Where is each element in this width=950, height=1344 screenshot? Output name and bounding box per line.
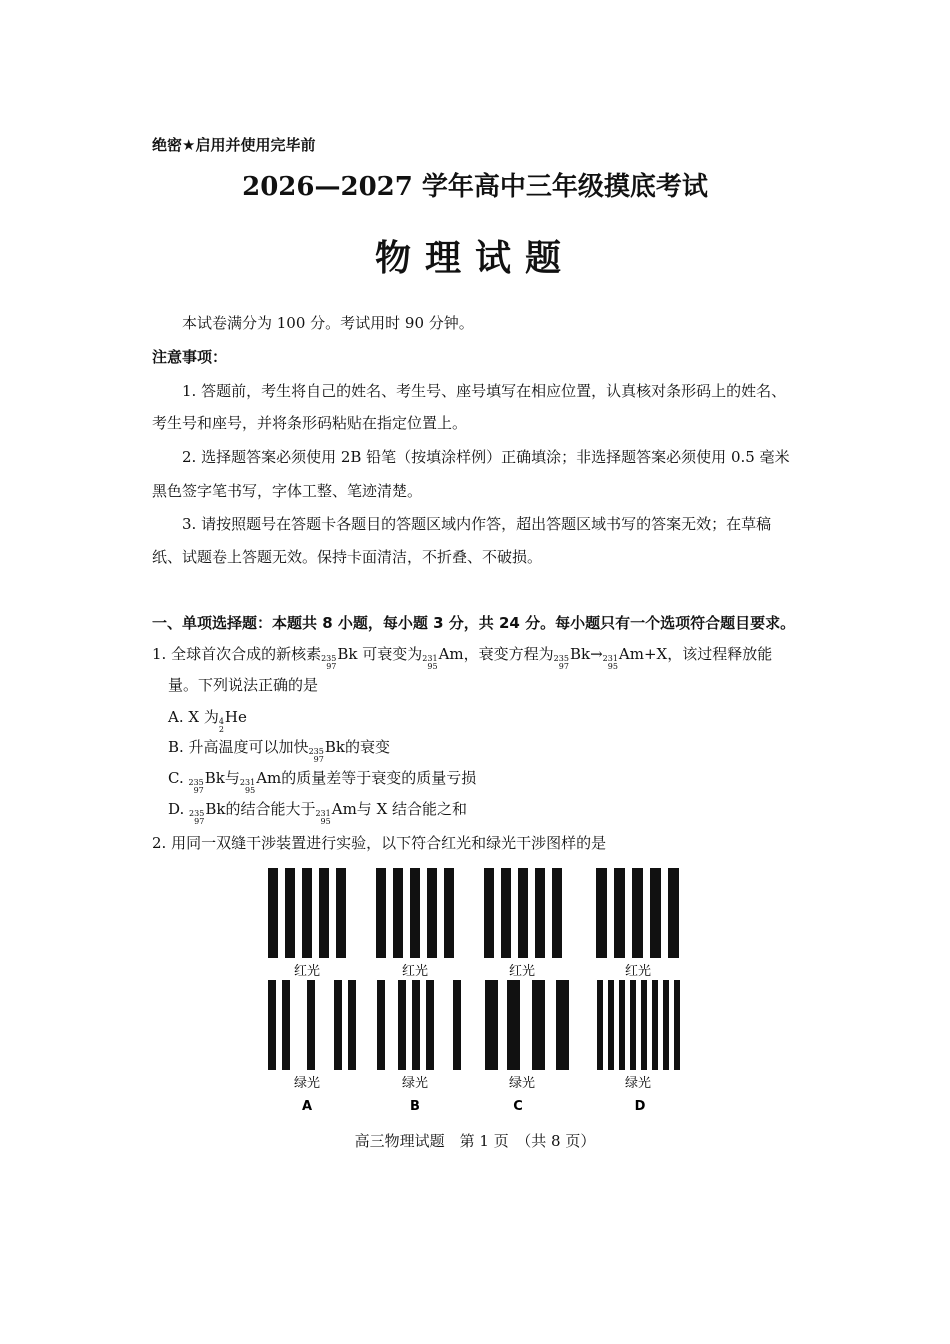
green-fringe-bar: [556, 980, 569, 1070]
note-line: 黑色签字笔书写，字体工整、笔迹清楚。: [152, 482, 423, 500]
red-light-label: 红光: [624, 964, 652, 979]
q1-option-d: D. 235 97 Bk的结合能大于 231 95 Am与 X 结合能之和: [168, 792, 467, 826]
red-fringe-bar: [632, 868, 643, 958]
green-fringe-bar: [334, 980, 342, 1070]
nuclide-bk: 235 97 Bk: [321, 645, 358, 671]
red-fringe-bar: [302, 868, 312, 958]
interference-figure: [0, 860, 950, 1120]
note-line: 考生号和座号，并将条形码粘贴在指定位置上。: [152, 414, 468, 432]
note-line: 纸、试题卷上答题无效。保持卡面清洁，不折叠、不破损。: [152, 548, 543, 566]
green-fringe-bar: [268, 980, 276, 1070]
red-fringe-bar: [650, 868, 661, 958]
q1-stem: [152, 637, 772, 671]
red-fringe-bar: [501, 868, 511, 958]
red-fringe-bar: [410, 868, 420, 958]
red-fringe-bar: [336, 868, 346, 958]
q1-stem-line2: 量。下列说法正确的是: [168, 676, 319, 694]
q1-option-a: A. X 为 4 2 He: [168, 700, 247, 734]
note-line: 1. 答题前，考生将自己的姓名、考生号、座号填写在相应位置，认真核对条形码上的姓名、: [182, 382, 787, 400]
green-fringe-bar: [663, 980, 669, 1070]
green-fringe-bar: [532, 980, 545, 1070]
red-fringe-bar: [393, 868, 403, 958]
q2-stem: 2. 用同一双缝干涉装置进行实验，以下符合红光和绿光干涉图样的是: [152, 834, 607, 852]
fringe-patterns: [268, 868, 680, 1070]
note-line: 2. 选择题答案必须使用 2B 铅笔（按填涂样例）正确填涂；非选择题答案必须使用 0.5 毫米: [182, 448, 790, 466]
nuclide-bk: 235 97 Bk: [189, 800, 226, 826]
section-heading: 一、单项选择题：本题共 8 小题，每小题 3 分，共 24 分。每小题只有一个选项符合题目要求。: [152, 614, 796, 632]
nuclide-am: 231 95 Am: [422, 645, 464, 671]
green-fringe-bar: [652, 980, 658, 1070]
green-fringe-bar: [412, 980, 420, 1070]
green-fringe-bar: [307, 980, 315, 1070]
red-fringe-bar: [444, 868, 454, 958]
confidential-mark: 绝密★启用并使用完毕前: [152, 136, 316, 154]
nuclide-am: 231 95 Am: [602, 645, 644, 671]
red-fringe-bar: [518, 868, 528, 958]
green-fringe-bar: [630, 980, 636, 1070]
green-light-label: 绿光: [508, 1076, 536, 1091]
option-letter: D: [634, 1099, 646, 1114]
red-fringe-bar: [668, 868, 679, 958]
nuclide-am: 231 95 Am: [239, 769, 282, 795]
green-fringe-bar: [377, 980, 385, 1070]
green-fringe-bar: [597, 980, 603, 1070]
green-fringe-bar: [619, 980, 625, 1070]
nuclide-he: 4 2 He: [218, 708, 247, 734]
green-light-label: 绿光: [401, 1076, 429, 1091]
q1-stem-text: ，衰变方程为: [463, 645, 554, 663]
green-light-label: 绿光: [624, 1076, 652, 1091]
red-fringe-bar: [552, 868, 562, 958]
red-fringe-bar: [427, 868, 437, 958]
q1-stem-text: +X，该过程释放能: [643, 645, 773, 663]
green-fringe-bar: [282, 980, 290, 1070]
green-fringe-bar: [507, 980, 520, 1070]
red-fringe-bar: [535, 868, 545, 958]
q1-stem-text: 1. 全球首次合成的新核素: [152, 645, 322, 663]
exam-title: 2026—2027 学年高中三年级摸底考试: [242, 172, 708, 202]
green-fringe-bar: [608, 980, 614, 1070]
intro-text: 本试卷满分为 100 分。考试用时 90 分钟。: [182, 314, 474, 332]
red-fringe-bar: [596, 868, 607, 958]
arrow: →: [590, 645, 603, 663]
green-fringe-bar: [453, 980, 461, 1070]
red-fringe-bar: [319, 868, 329, 958]
red-fringe-bar: [268, 868, 278, 958]
red-fringe-bar: [376, 868, 386, 958]
q1-stem-text: 可衰变为: [362, 645, 423, 663]
green-fringe-bar: [674, 980, 680, 1070]
notes-heading: 注意事项：: [152, 348, 228, 366]
red-light-label: 红光: [401, 964, 429, 979]
red-fringe-bar: [484, 868, 494, 958]
nuclide-bk: 235 97 Bk: [308, 738, 345, 764]
nuclide-bk: 235 97 Bk: [553, 645, 591, 671]
q1-option-c: C. 235 97 Bk与 231 95 Am的质量差等于衰变的质量亏损: [168, 761, 476, 795]
green-fringe-bar: [426, 980, 434, 1070]
green-fringe-bar: [348, 980, 356, 1070]
nuclide-am: 231 95 Am: [315, 800, 357, 826]
subject-title: 物理试题: [374, 238, 575, 279]
nuclide-bk: 235 97 Bk: [188, 769, 225, 795]
option-letter: C: [513, 1099, 523, 1114]
green-light-label: 绿光: [293, 1076, 321, 1091]
green-fringe-bar: [485, 980, 498, 1070]
note-line: 3. 请按照题号在答题卡各题目的答题区域内作答，超出答题区域书写的答案无效；在草稿: [182, 515, 772, 533]
green-fringe-bar: [641, 980, 647, 1070]
red-fringe-bar: [285, 868, 295, 958]
page-footer: 高三物理试题 第 1 页 （共 8 页）: [354, 1132, 596, 1150]
red-light-label: 红光: [293, 964, 321, 979]
q1-option-b: B. 升高温度可以加快 235 97 Bk的衰变: [168, 730, 390, 764]
red-light-label: 红光: [508, 964, 536, 979]
green-fringe-bar: [398, 980, 406, 1070]
option-letter: B: [410, 1099, 420, 1114]
option-letter: A: [301, 1099, 313, 1114]
red-fringe-bar: [614, 868, 625, 958]
